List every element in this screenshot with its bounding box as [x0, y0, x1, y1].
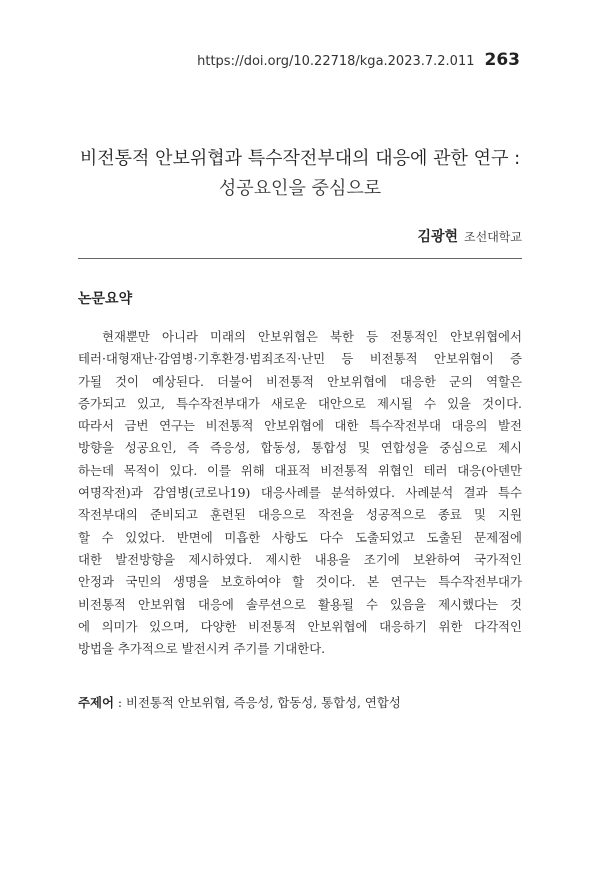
- abstract-line: 증가되고 있고, 특수작전부대가 새로운 대안으로 제시될 수 있을 것이다.: [78, 395, 522, 411]
- author-line: [417, 226, 522, 246]
- keywords-text: 비전통적 안보위협, 즉응성, 합동성, 통합성, 연합성: [125, 695, 401, 710]
- abstract-line: 따라서 금번 연구는 비전통적 안보위협에 대한 특수작전부대 대응의 발전: [78, 418, 522, 434]
- abstract-line: 할 수 있었다. 반면에 미흡한 사항도 다수 도출되었고 도출된 문제점에: [78, 529, 522, 545]
- author-affiliation: 조선대학교: [464, 230, 522, 244]
- abstract-line: 대한 발전방향을 제시하였다. 제시한 내용을 조기에 보완하여 국가적인: [78, 551, 522, 567]
- keywords-separator: :: [113, 695, 126, 710]
- abstract-body: [78, 326, 522, 660]
- keywords-line: [78, 693, 522, 711]
- doi-link[interactable]: https://doi.org/10.22718/kga.2023.7.2.011: [197, 54, 475, 69]
- abstract-line: 방향을 성공요인, 즉 즉응성, 합동성, 통합성 및 연합성을 중심으로 제시: [78, 440, 522, 456]
- page-header: [80, 50, 520, 70]
- abstract-line: 하는데 목적이 있다. 이를 위해 대표적 비전통적 위협인 테러 대응(아덴만: [78, 462, 522, 478]
- article-title: 비전통적 안보위협과 특수작전부대의 대응에 관한 연구 :: [79, 148, 521, 169]
- author-name: 김광현: [417, 229, 459, 245]
- abstract-line: 비전통적 안보위협 대응에 솔루션으로 활용될 수 있음을 제시했다는 것: [78, 596, 522, 612]
- abstract-line: 가될 것이 예상된다. 더불어 비전통적 안보위협에 대응한 군의 역할은: [78, 373, 522, 389]
- abstract-line: 작전부대의 준비되고 훈련된 대응으로 작전을 성공적으로 종료 및 지원: [78, 507, 522, 523]
- abstract-line: 에 의미가 있으며, 다양한 비전통적 안보위협에 대응하기 위한 다각적인: [78, 618, 522, 634]
- article-subtitle: 성공요인을 중심으로: [218, 178, 382, 199]
- abstract-line: 현재뿐만 아니라 미래의 안보위협은 북한 등 전통적인 안보위협에서: [102, 329, 522, 344]
- abstract-line: 여명작전)과 감염병(코로나19) 대응사례를 분석하였다. 사례분석 결과 특수: [78, 485, 522, 501]
- abstract-heading: 논문요약: [78, 291, 133, 307]
- page-number: 263: [484, 50, 520, 70]
- keywords-label: 주제어: [78, 695, 114, 710]
- abstract-line: 테러·대형재난·감염병·기후환경·범죄조직·난민 등 비전통적 안보위협이 증: [78, 351, 522, 367]
- divider-rule: [78, 258, 522, 259]
- abstract-line: 안정과 국민의 생명을 보호하여야 할 것이다. 본 연구는 특수작전부대가: [78, 574, 522, 590]
- abstract-line: 방법을 추가적으로 발전시켜 주기를 기대한다.: [78, 641, 326, 657]
